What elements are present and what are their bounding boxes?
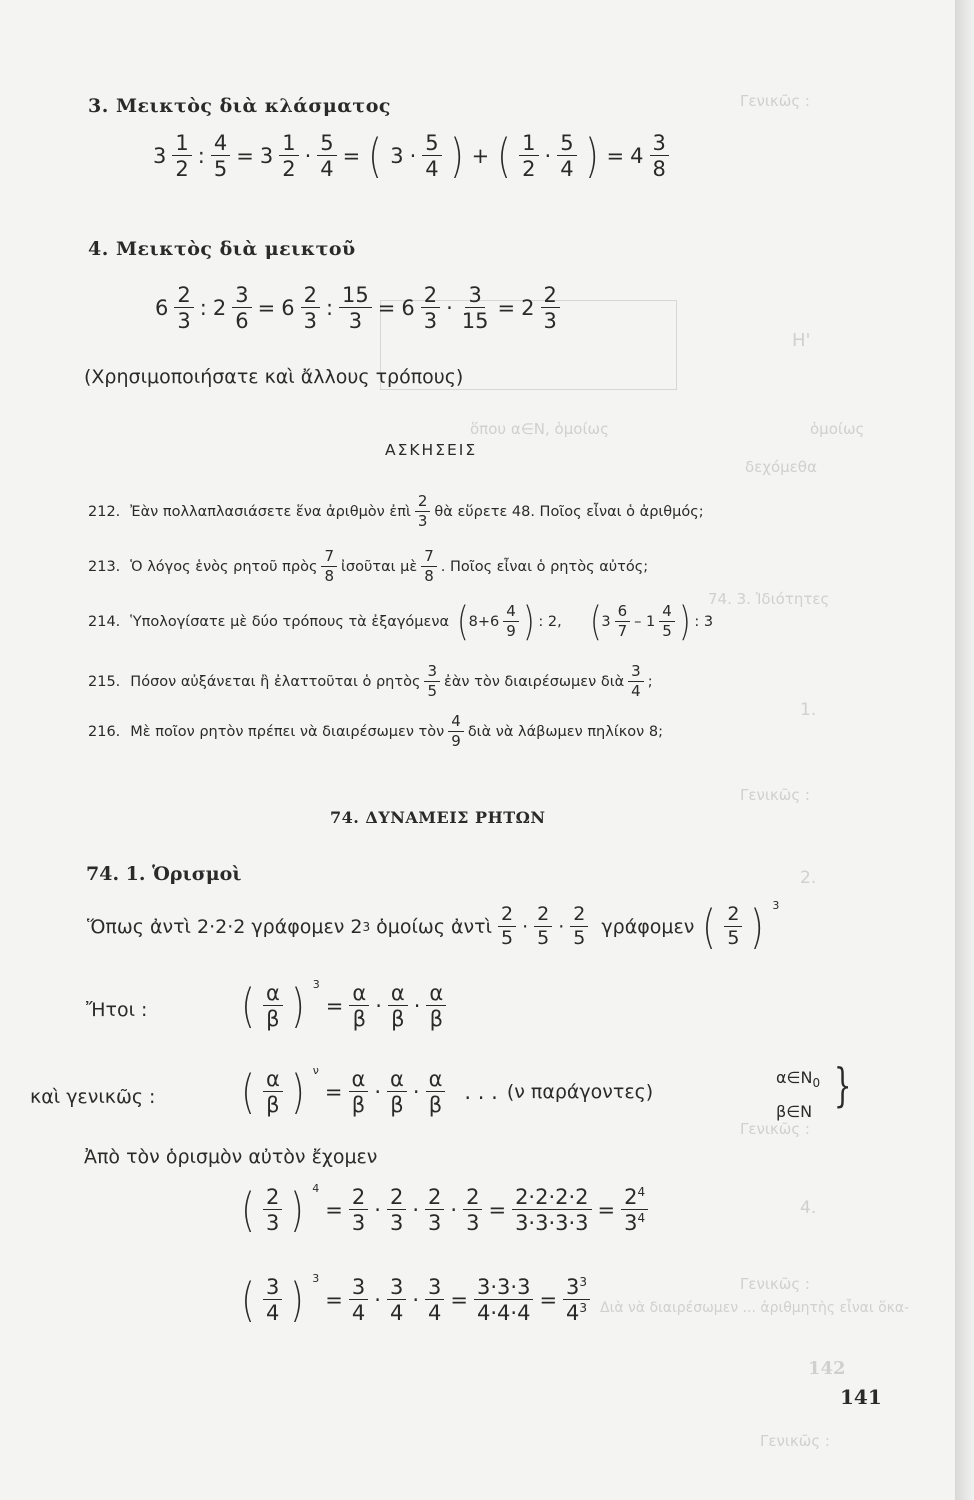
exercises-heading: ΑΣΚΗΣΕΙΣ xyxy=(385,441,478,459)
bleed-text: ὅπου α∈N, ὁμοίως xyxy=(470,420,609,438)
example-2-3-power-4: ( $\frac{2}{3}$ ) 4 = $\frac{2}{3}$ · $\frac{2}{3}$ · $\frac{2}{3}$ · $\frac{2}{3}$ = $\frac{2\cdot 2\cdot 2\cdot 2}{3\cdot 3\cdot 3\cdot 3}$ = $\frac{2^4}{3^4}$ xyxy=(236,1186,651,1234)
bleed-text: Γενικῶς : xyxy=(740,786,810,804)
power-definition-3: ( $\frac{\alpha}{\beta}$ ) 3 = $\frac{\alpha}{\beta}$ · $\frac{\alpha}{\beta}$ · $\frac{\alpha}{\beta}$ xyxy=(236,982,449,1030)
bleed-text: ὁμοίως xyxy=(810,420,865,438)
bleed-text: 2. xyxy=(800,868,817,888)
example-3-4-power-3: ( $\frac{3}{4}$ ) 3 = $\frac{3}{4}$ · $\frac{3}{4}$ · $\frac{3}{4}$ = $\frac{3\cdot 3\cdot 3}{4\cdot 4\cdot 4}$ = $\frac{3^3}{4^3}$ xyxy=(236,1276,593,1324)
bleed-text: Γενικῶς : xyxy=(740,1275,810,1293)
condition-alpha: $\alpha\in N_0$ xyxy=(776,1068,821,1091)
exercise-215: 215. Πόσον αὐξάνεται ἢ ἐλαττοῦται ὁ ρητὸς $\frac{3}{5}$ ἐὰν τὸν διαιρέσωμεν διὰ $\frac{3}{4}$ ; xyxy=(88,662,653,700)
brace: } xyxy=(833,1058,852,1112)
exercise-216: 216. Μὲ ποῖον ρητὸν πρέπει νὰ διαιρέσωμεν τὸν $\frac{4}{9}$ διὰ νὰ λάβωμεν πηλίκον 8; xyxy=(88,712,663,750)
section-4-note: (Χρησιμοποιήσατε καὶ ἄλλους τρόπους) xyxy=(84,366,464,388)
exercise-212: 212. Ἐὰν πολλαπλασιάσετε ἕνα ἀριθμὸν ἐπὶ $\frac{2}{3}$ θὰ εὕρετε 48. Ποῖος εἶναι ὁ ἀριθμός; xyxy=(88,492,704,530)
section-74-1-title: 74. 1. Ὁρισμοὶ xyxy=(86,863,242,885)
section-74-title: 74. ΔΥΝΑΜΕΙΣ ΡΗΤΩΝ xyxy=(330,808,546,827)
equation-4: 6 $\frac{2}{3}$ : 2 $\frac{3}{6}$ = 6 $\frac{2}{3}$ : $\frac{15}{3}$ = 6 $\frac{2}{3}$ · $\frac{3}{15}$ = 2 $\frac{2}{3}$ xyxy=(152,284,563,332)
section-4-title: 4. Μεικτὸς διὰ μεικτοῦ xyxy=(88,238,356,260)
equation-3: 3 $\frac{1}{2}$ : $\frac{4}{5}$ = 3 $\frac{1}{2}$ · $\frac{5}{4}$ = ( 3 · $\frac{5}{4}$ ) + ( $\frac{1}{2}$ · $\frac{5}{4}$ ) = 4 $\frac{3}{8}$ xyxy=(150,132,672,180)
bleed-text: δεχόμεθα xyxy=(745,458,817,476)
genikos-label: καὶ γενικῶς : xyxy=(30,1086,156,1108)
exercise-214: 214. Ὑπολογίσατε μὲ δύο τρόπους τὰ ἐξαγόμενα ( 8+6 $\frac{4}{9}$ ) : 2, ( 3 $\frac{6}{7}$ – 1 $\frac{4}{5}$ ) : 3 xyxy=(88,599,714,645)
bleed-text: 4. xyxy=(800,1198,817,1218)
page-edge xyxy=(955,0,974,1500)
condition-beta: β∈N xyxy=(776,1102,813,1121)
definition-line: Ὅπως ἀντὶ 2·2·2 γράφομεν 2 3 ὁμοίως ἀντὶ $\frac{2}{5}$ · $\frac{2}{5}$ · $\frac{2}{5}$ γράφομεν ( $\frac{2}{5}$ ) 3 xyxy=(87,898,780,954)
bleed-page-number: 142 xyxy=(808,1358,846,1379)
bleed-text: Γενικῶς : xyxy=(740,1120,810,1138)
bleed-text: Γενικῶς : xyxy=(740,92,810,110)
bleed-text: Γενικῶς : xyxy=(760,1432,830,1450)
definition-followup: Ἀπὸ τὸν ὁρισμὸν αὐτὸν ἔχομεν xyxy=(84,1146,378,1168)
itoi-label: Ἤτοι : xyxy=(86,999,148,1021)
section-3-title: 3. Μεικτὸς διὰ κλάσματος xyxy=(88,95,391,117)
power-definition-general: ( $\frac{\alpha}{\beta}$ ) ν = $\frac{\alpha}{\beta}$ · $\frac{\alpha}{\beta}$ · $\frac{\alpha}{\beta}$ . . . (ν παράγοντες) xyxy=(241,1063,654,1120)
bleed-text: 74. 3. Ἰδιότητες xyxy=(708,590,830,608)
bleed-text: Διὰ νὰ διαιρέσωμεν ... ἀριθμητὴς εἶναι ὅκα- xyxy=(600,1300,910,1316)
page-number: 141 xyxy=(840,1385,882,1409)
bleed-text: H' xyxy=(792,330,811,351)
bleed-text: 1. xyxy=(800,700,817,720)
exercise-213: 213. Ὁ λόγος ἑνὸς ρητοῦ πρὸς $\frac{7}{8}$ ἰσοῦται μὲ $\frac{7}{8}$ . Ποῖος εἶναι ὁ ρητὸς αὐτός; xyxy=(88,547,649,585)
